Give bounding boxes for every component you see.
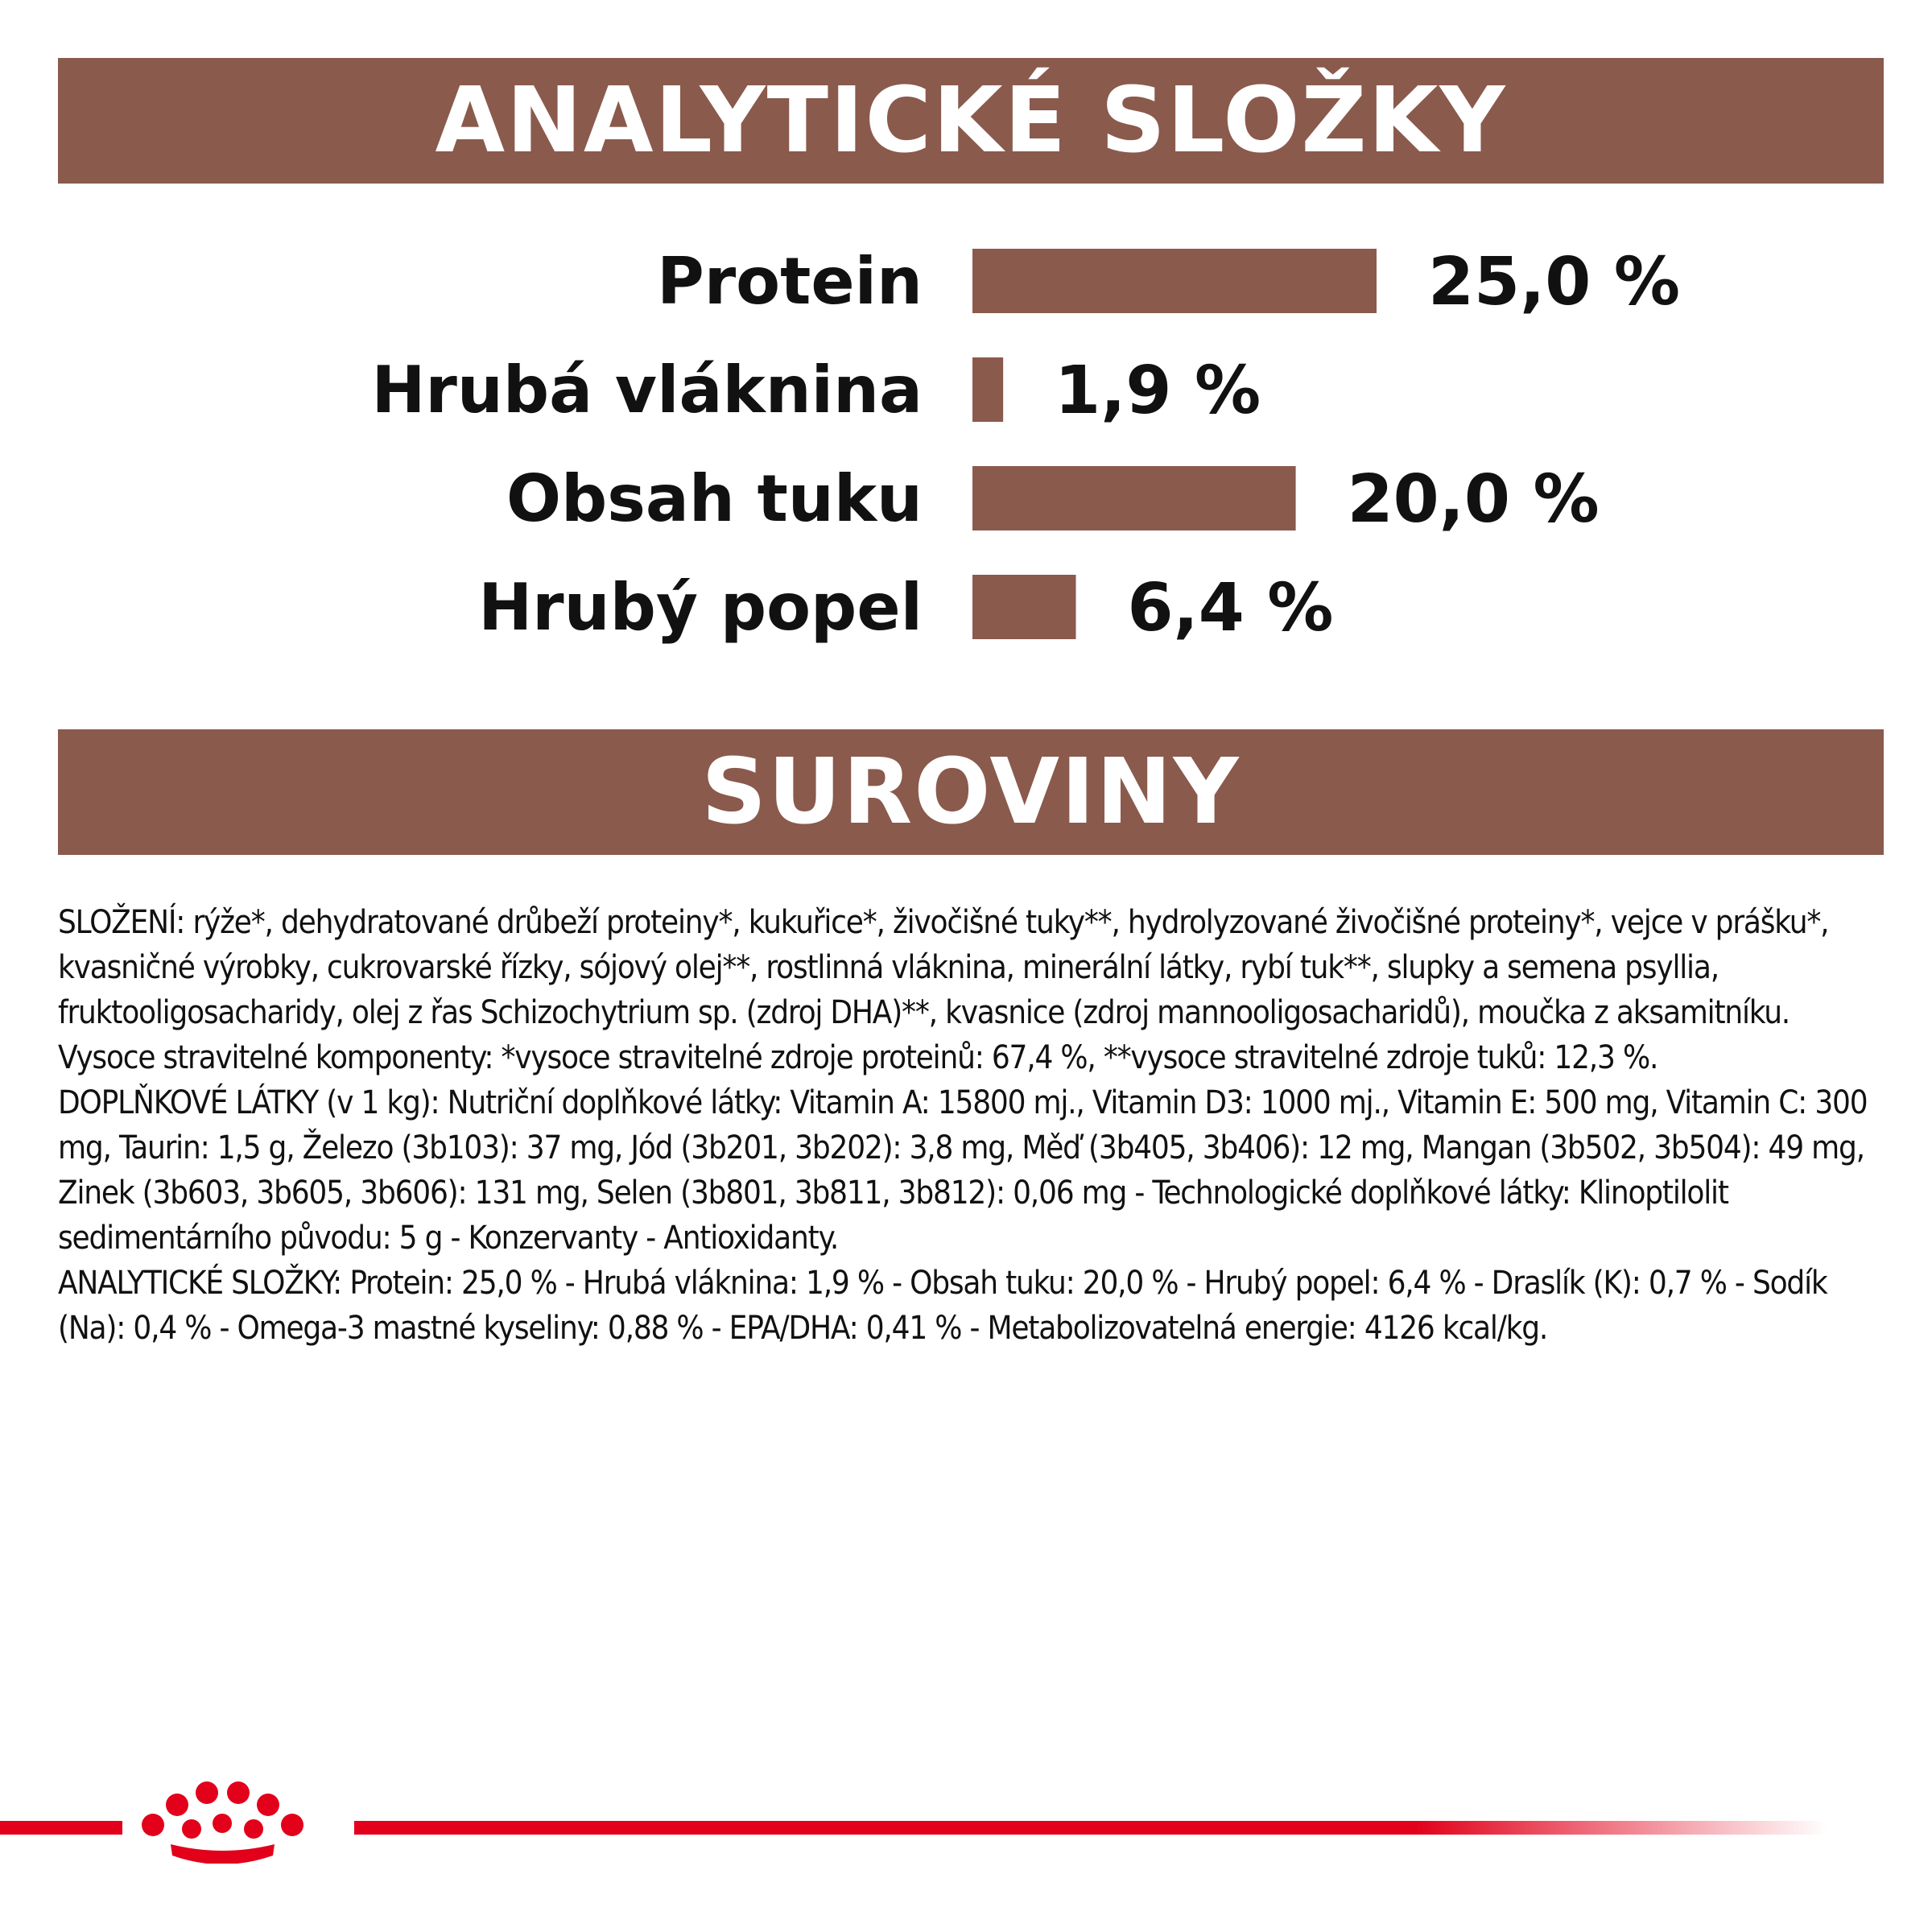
- footer-line-left: [0, 1821, 122, 1835]
- bar-label: Protein: [657, 244, 923, 319]
- ingredients-header-title: SUROVINY: [701, 740, 1241, 844]
- bar: [972, 249, 1377, 313]
- analytical-header: [58, 58, 1884, 184]
- bar-value-label: 1,9 %: [1055, 353, 1261, 429]
- bar-value-label: 20,0 %: [1347, 461, 1600, 538]
- analytical-paragraph: ANALYTICKÉ SLOŽKY: Protein: 25,0 % - Hrubá vláknina: 1,9 % - Obsah tuku: 20,0 % - Hrubý popel: 6,4 % - Draslík (K): 0,7 % - Sodík (Na): 0,4 % - Omega-3 mastné kyseliny: 0,88 % - EPA/DHA: 0,41 % - Metabolizovatelná energie: 4126 kcal/kg.: [58, 1265, 1827, 1347]
- bar: [972, 357, 1003, 422]
- additives-paragraph: DOPLŇKOVÉ LÁTKY (v 1 kg): Nutriční doplňkové látky: Vitamin A: 15800 mj., Vitamin D3: 1000 mj., Vitamin E: 500 mg, Vitamin C: 300 mg, Taurin: 1,5 g, Železo (3b103): 37 mg, Jód (3b201, 3b202): 3,8 mg, Měď (3b405, 3b406): 12 mg, Mangan (3b502, 3b504): 49 mg, Zinek (3b603, 3b605, 3b606): 131 mg, Selen (3b801, 3b811, 3b812): 0,06 mg - Technologické doplňkové látky: Klinoptilolit sedimentárního původu: 5 g - Konzervanty - Antioxidanty.: [58, 1084, 1868, 1257]
- bar: [972, 575, 1076, 639]
- crown-logo-icon: [142, 1781, 303, 1864]
- analytical-header-title: ANALYTICKÉ SLOŽKY: [435, 68, 1507, 173]
- bar-label: Hrubý popel: [478, 570, 923, 645]
- bar-value-label: 6,4 %: [1127, 570, 1334, 646]
- bar-label: Hrubá vláknina: [371, 353, 923, 427]
- footer-line-right: [354, 1821, 1827, 1835]
- composition-paragraph: SLOŽENÍ: rýže*, dehydratované drůbeží proteiny*, kukuřice*, živočišné tuky**, hydrolyzované živočišné proteiny*, vejce v prášku*, kvasničné výrobky, cukrovarské řízky, sójový olej**, rostlinná vláknina, minerální látky, rybí tuk**, slupky a semena psyllia, fruktooligosacharidy, olej z řas Schizochytrium sp. (zdroj DHA)**, kvasnice (zdroj mannooligosacharidů), moučka z aksamitníku. Vysoce stravitelné komponenty: *vysoce stravitelné zdroje proteinů: 67,4 %, **vysoce stravitelné zdroje tuků: 12,3 %.: [58, 904, 1829, 1076]
- bar-value-label: 25,0 %: [1428, 244, 1681, 320]
- analytical-bar-chart: [0, 217, 1932, 668]
- bar: [972, 466, 1296, 530]
- composition-text: [58, 900, 1877, 1351]
- footer-brand-strip: [0, 1735, 1932, 1864]
- bar-label: Obsah tuku: [506, 461, 923, 536]
- ingredients-header: [58, 729, 1884, 855]
